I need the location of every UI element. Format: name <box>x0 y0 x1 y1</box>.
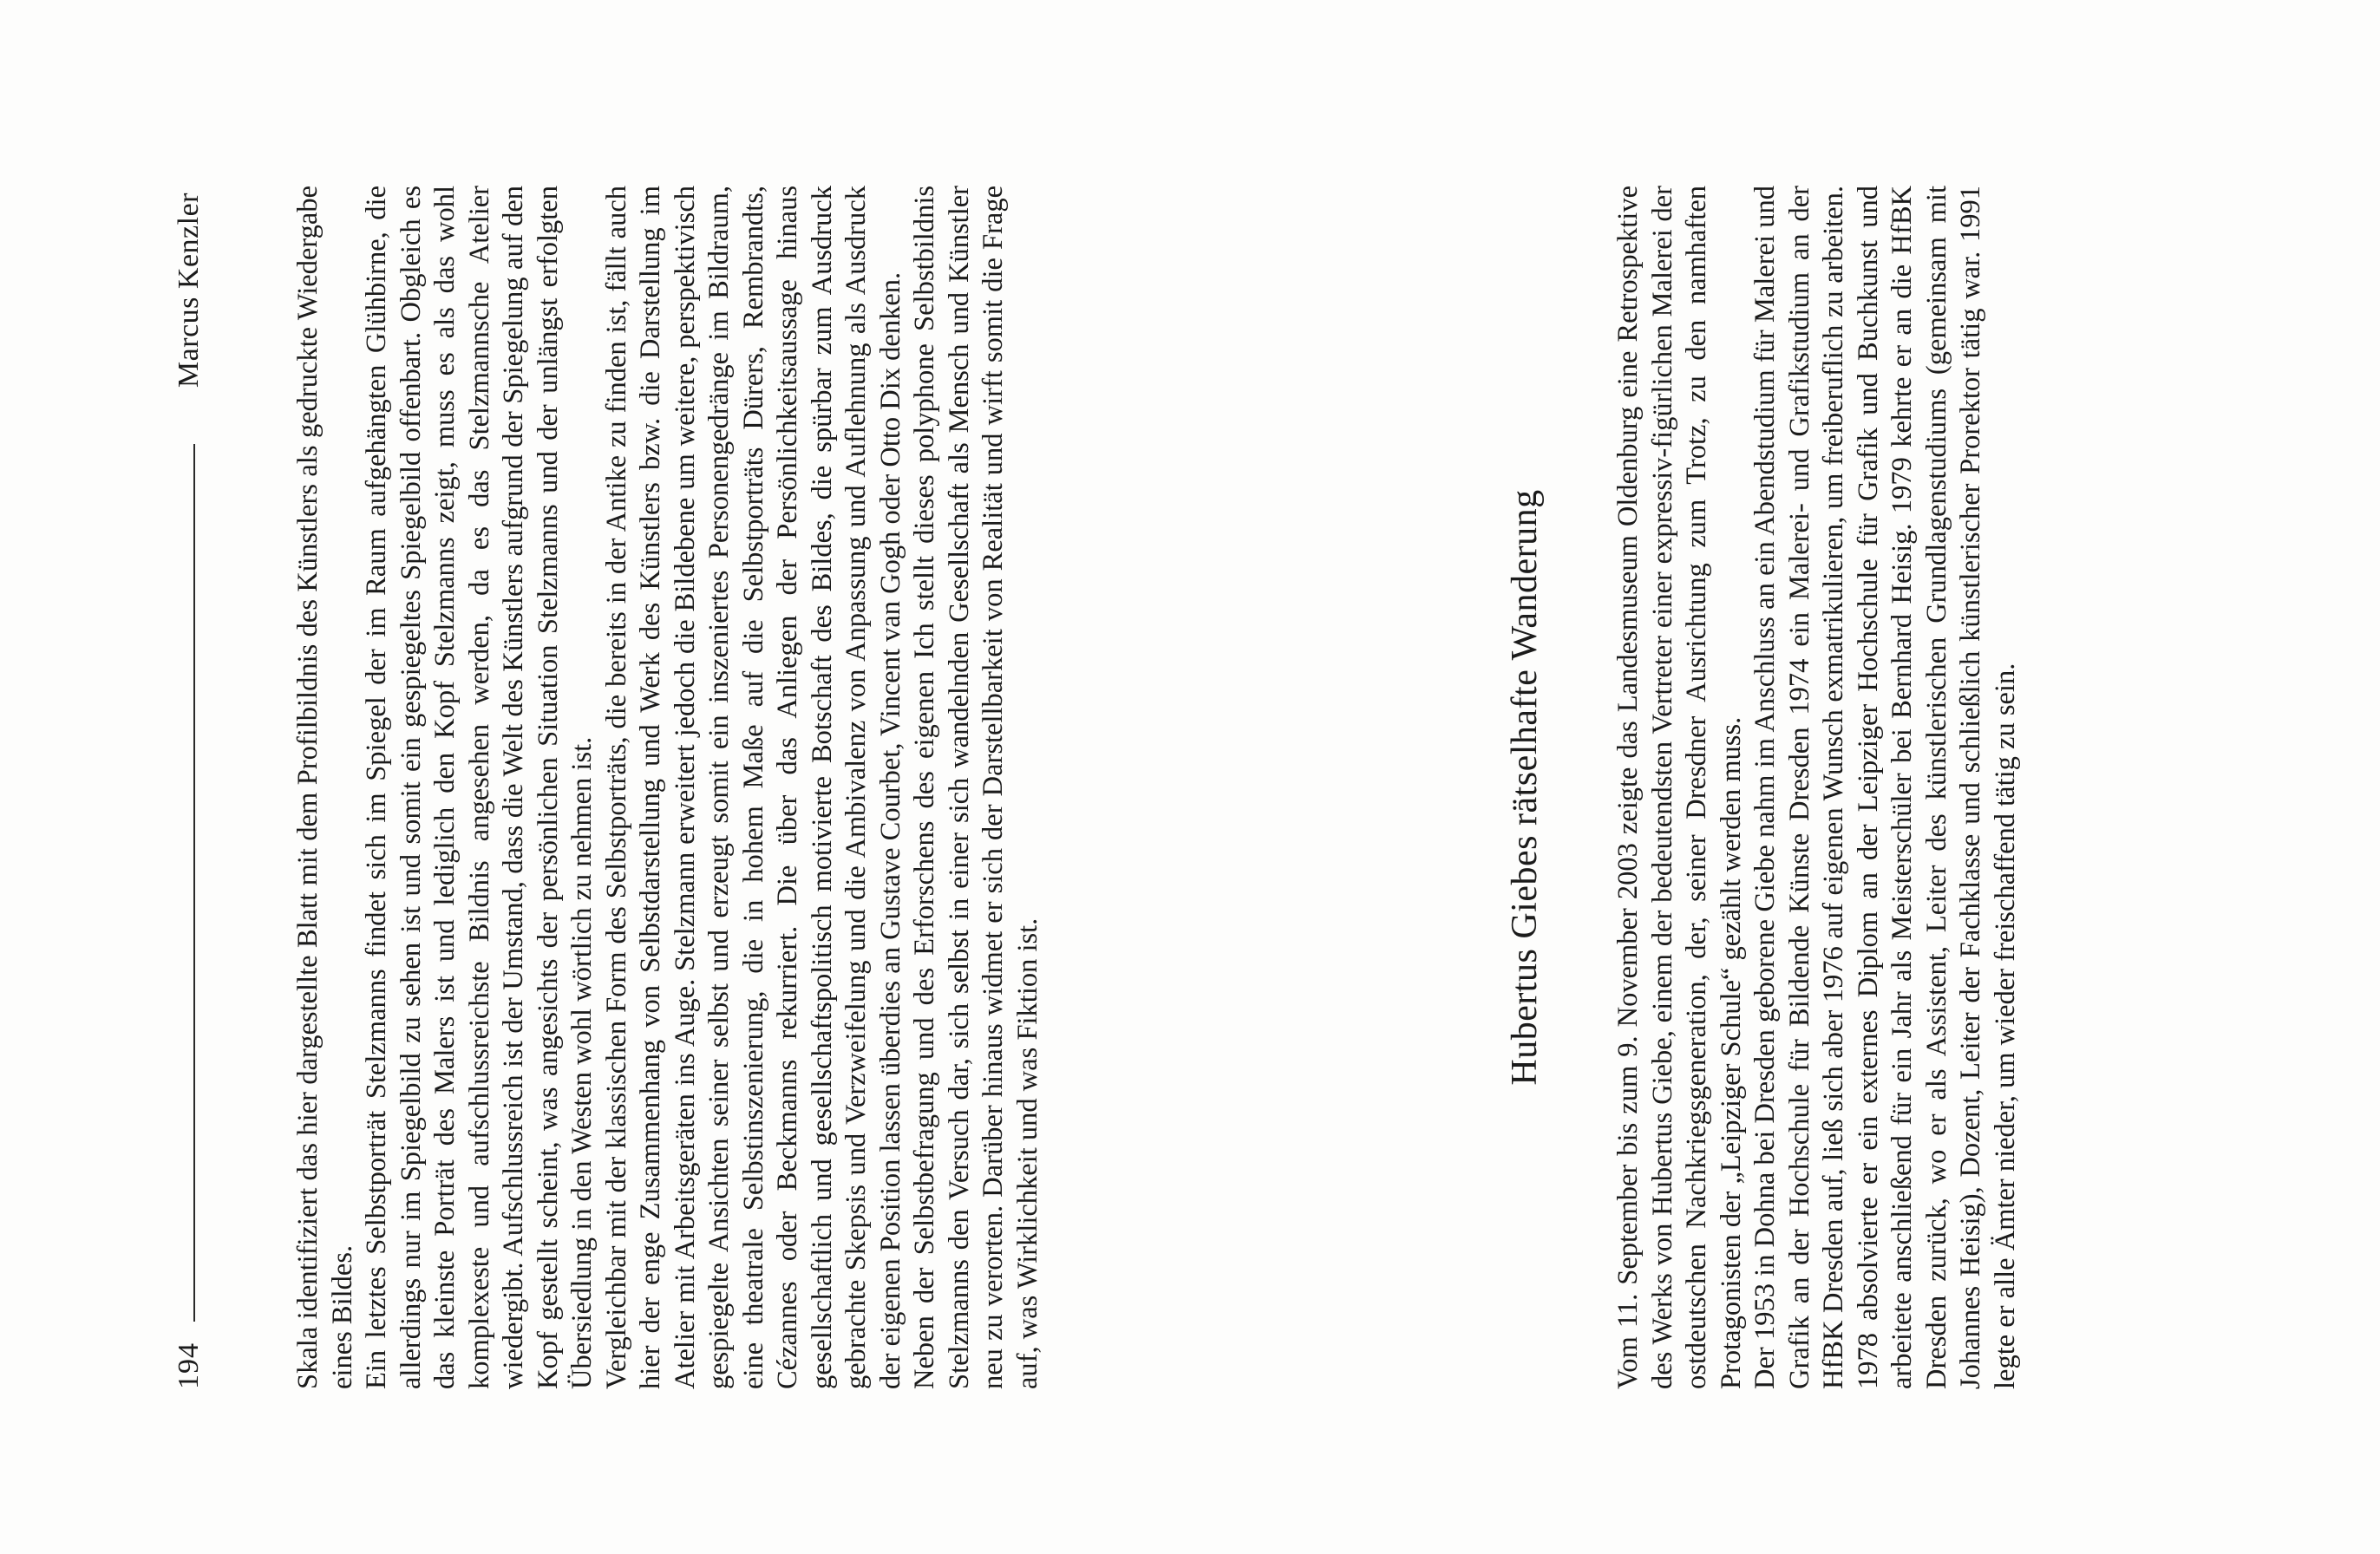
text-block-2 <box>1612 186 2023 1389</box>
running-header <box>170 193 208 1389</box>
header-rule <box>193 444 195 1322</box>
paragraph: Vergleichbar mit der klassischen Form des Selbstporträts, die bereits in der Antike zu finden ist, fällt auch hier der enge Zusammenhang von Selbstdarstellung und Werk des Künstlers bzw. die Darstellung im Atelier mit Arbeitsgeräten ins Auge. Stelzmann erweitert jedoch die Bildebene um weitere, perspektivisch gespiegelte Ansichten seiner selbst und erzeugt somit ein inszeniertes Personengedränge im Bildraum, eine theatrale Selbstinszenierung, die in hohem Maße auf die Selbstporträts Dürers, Rembrandts, Cézannes oder Beckmanns rekurriert. Die über das Anliegen der Persönlichkeitsaussage hinaus gesellschaftlich und gesellschaftspolitisch motivierte Botschaft des Bildes, die spürbar zum Ausdruck gebrachte Skepsis und Verzweifelung und die Ambivalenz von Anpassung und Auflehnung als Ausdruck der eigenen Position lassen überdies an Gustave Courbet, Vincent van Gogh oder Otto Dix denken. <box>600 186 906 1389</box>
running-header-author: Marcus Kenzler <box>173 193 205 388</box>
page-number: 194 <box>173 1342 205 1389</box>
paragraph: Vom 11. September bis zum 9. November 2003 zeigte das Landesmuseum Oldenburg eine Retrospektive des Werks von Hubertus Giebe, einem der bedeutendsten Vertreter einer expressiv-figürlichen Malerei der ostdeutschen Nachkriegsgeneration, der, seiner Dresdner Ausrichtung zum Trotz, zu den namhaften Protagonisten der „Leipziger Schule“ gezählt werden muss. <box>1612 186 1747 1389</box>
paragraph: Der 1953 in Dohna bei Dresden geborene Giebe nahm im Anschluss an ein Abendstudium für Malerei und Grafik an der Hochschule für Bildende Künste Dresden 1974 ein Malerei- und Grafikstudium an der HfBK Dresden auf, ließ sich aber 1976 auf eigenen Wunsch exmatrikulieren, um freiberuflich zu arbeiten. 1978 absolvierte er ein externes Diplom an der Leipziger Hochschule für Grafik und Buchkunst und arbeitete anschließend für ein Jahr als Meisterschüler bei Bernhard Heisig. 1979 kehrte er an die HfBK Dresden zurück, wo er als Assistent, Leiter des künstlerischen Grundlagenstudiums (gemeinsam mit Johannes Heisig), Dozent, Leiter der Fachklasse und schließlich künstlerischer Prorektor tätig war. 1991 legte er alle Ämter nieder, um wieder freischaffend tätig zu sein. <box>1749 186 2021 1389</box>
section-heading: Hubertus Giebes rätselhafte Wanderung <box>1505 489 1545 1086</box>
paragraph: Neben der Selbstbefragung und des Erforschens des eigenen Ich stellt dieses polyphone Selbstbildnis Stelzmanns den Versuch dar, sich selbst in einer sich wandelnden Gesellschaft als Mensch und Künstler neu zu verorten. Darüber hinaus widmet er sich der Darstellbarkeit von Realität und wirft somit die Frage auf, was Wirklichkeit und was Fiktion ist. <box>909 186 1043 1389</box>
paragraph: Ein letztes Selbstporträt Stelzmanns findet sich im Spiegel der im Raum aufgehängten Glühbirne, die allerdings nur im Spiegelbild zu sehen ist und somit ein gespiegeltes Spiegelbild offenbart. Obgleich es das kleinste Porträt des Malers ist und lediglich den Kopf Stelzmanns zeigt, muss es als das wohl komplexeste und aufschlussreichste Bildnis angesehen werden, da es das Stelzmannsche Atelier wiedergibt. Aufschlussreich ist der Umstand, dass die Welt des Künstlers aufgrund der Spiegelung auf den Kopf gestellt scheint, was angesichts der persönlichen Situation Stelzmanns und der unlängst erfolgten Übersiedlung in den Westen wohl wörtlich zu nehmen ist. <box>361 186 598 1389</box>
paragraph: Skala identifiziert das hier dargestellte Blatt mit dem Profilbildnis des Künstlers als gedruckte Wiedergabe eines Bildes. <box>292 186 358 1389</box>
text-block-1 <box>291 186 1045 1389</box>
